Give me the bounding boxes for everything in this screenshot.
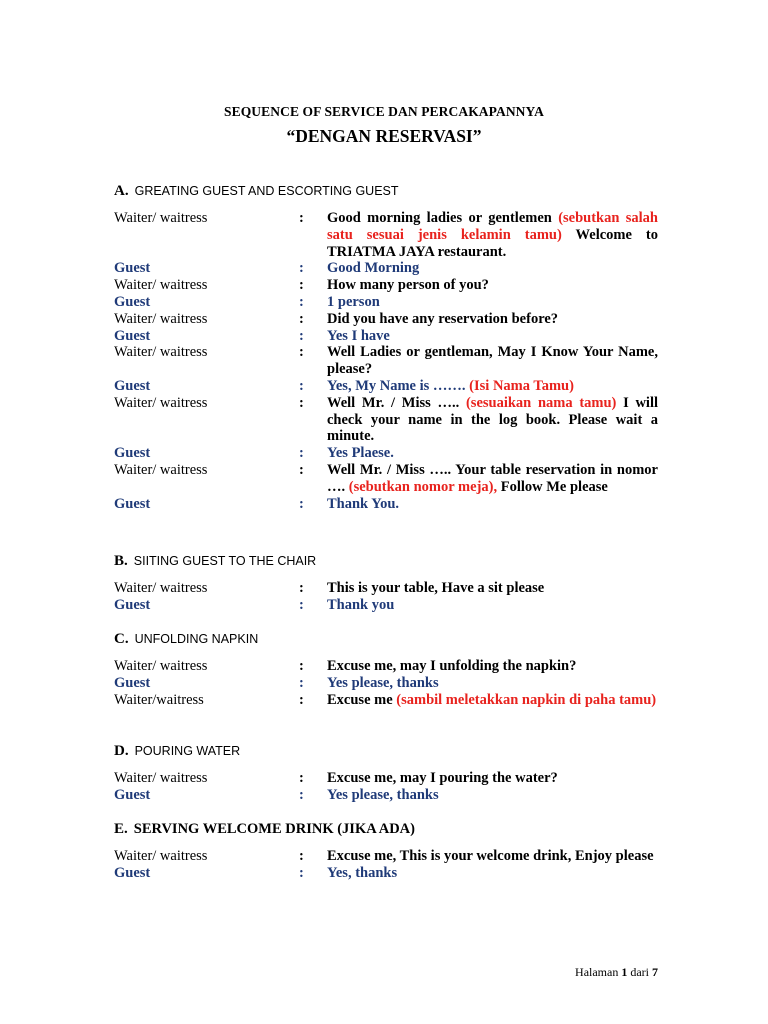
dialogue-phrase: This is your table, Have a sit please <box>327 580 545 596</box>
colon-separator: : <box>299 596 304 613</box>
instruction-note: (sesuaikan nama tamu) <box>465 394 617 411</box>
dialogue-row <box>114 770 658 787</box>
page-number: 1 <box>621 965 628 979</box>
colon-separator: : <box>299 293 304 310</box>
dialogue-text <box>327 658 658 675</box>
speaker-waiter: Waiter/ waitress <box>114 310 208 327</box>
dialogue-text <box>327 787 658 804</box>
dialogue-text <box>327 445 658 462</box>
dialogue-phrase: Yes, My Name is ……. <box>327 377 470 394</box>
speaker-guest: Guest <box>114 445 151 462</box>
document-subtitle: “DENGAN RESERVASI” <box>286 126 482 146</box>
dialogue-phrase: Excuse me, may I pouring the water? <box>327 770 558 786</box>
section-heading <box>114 183 658 200</box>
section-a <box>114 183 658 512</box>
dialogue-row <box>114 658 658 675</box>
dialogue-row <box>114 787 658 804</box>
colon-separator: : <box>299 327 304 344</box>
colon-separator: : <box>299 344 304 361</box>
colon-separator: : <box>299 770 304 786</box>
instruction-note: (sebutkan nomor meja), <box>348 478 498 495</box>
section-c <box>114 631 658 708</box>
dialogue-phrase: How many person of you? <box>327 277 489 294</box>
dialogue-phrase: Excuse me, may I unfolding the napkin? <box>327 658 577 674</box>
page-footer: Halaman 1 dari 7 <box>575 965 658 979</box>
dialogue-text <box>327 210 658 260</box>
speaker-waiter: Waiter/ waitress <box>114 344 208 361</box>
speaker-guest: Guest <box>114 864 151 881</box>
section-letter: A. <box>114 183 129 199</box>
instruction-note: (sambil meletakkan napkin di paha tamu) <box>396 691 657 708</box>
speaker-waiter: Waiter/ waitress <box>114 277 208 294</box>
dialogue-phrase: Well Mr. / Miss ….. Your table reservation in nomor …. <box>327 461 658 495</box>
dialogue-row <box>114 277 658 294</box>
dialogue-text <box>327 260 658 277</box>
section-title: SIITING GUEST TO THE CHAIR <box>133 554 317 568</box>
colon-separator: : <box>299 674 304 691</box>
dialogue-phrase: Good Morning <box>327 260 420 277</box>
dialogue-text <box>327 294 658 311</box>
dialogue-text <box>327 395 658 445</box>
section-title: POURING WATER <box>134 744 241 758</box>
section-heading <box>114 821 658 838</box>
dialogue-phrase: Did you have any reservation before? <box>327 310 559 327</box>
dialogue-text <box>327 344 658 378</box>
section-b <box>114 553 658 614</box>
dialogue-phrase: Thank You. <box>327 495 400 512</box>
section-letter: B. <box>114 553 128 569</box>
dialogue-text <box>327 865 658 882</box>
dialogue-row <box>114 260 658 277</box>
dialogue-row <box>114 395 658 445</box>
speaker-guest: Guest <box>114 327 151 344</box>
dialogue-row <box>114 294 658 311</box>
page-total: 7 <box>652 965 658 979</box>
dialogue-phrase: Welcome to TRIATMA JAYA restaurant. <box>327 226 658 260</box>
speaker-waiter: Waiter/ waitress <box>114 658 208 674</box>
dialogue-phrase: Yes I have <box>327 327 390 344</box>
colon-separator: : <box>299 691 304 708</box>
dialogue-phrase: I will check your name in the log book. Please wait a minute. <box>327 394 659 445</box>
dialogue-text <box>327 462 658 496</box>
dialogue-row <box>114 344 658 378</box>
dialogue-phrase: Yes Plaese. <box>327 445 394 462</box>
dialogue-row <box>114 445 658 462</box>
section-letter: D. <box>114 743 129 759</box>
dialogue-text <box>327 580 658 597</box>
dialogue-row <box>114 848 658 865</box>
colon-separator: : <box>299 260 304 277</box>
dialogue-row <box>114 462 658 496</box>
dialogue-row <box>114 865 658 882</box>
colon-separator: : <box>299 277 304 294</box>
dialogue-text <box>327 496 658 513</box>
colon-separator: : <box>299 310 304 327</box>
speaker-waiter: Waiter/ waitress <box>114 580 208 596</box>
section-title: SERVING WELCOME DRINK (JIKA ADA) <box>133 821 415 837</box>
section-e <box>114 821 658 882</box>
section-heading <box>114 553 658 570</box>
dialogue-phrase: Well Ladies or gentleman, May I Know Your Name, please? <box>327 344 658 378</box>
instruction-note: (Isi Nama Tamu) <box>469 377 574 394</box>
section-title: UNFOLDING NAPKIN <box>134 632 259 646</box>
dialogue-row <box>114 496 658 513</box>
dialogue-phrase: Yes please, thanks <box>327 674 439 691</box>
speaker-waiter: Waiter/ waitress <box>114 770 208 786</box>
dialogue-text <box>327 328 658 345</box>
document-title: SEQUENCE OF SERVICE DAN PERCAKAPANNYA <box>223 104 544 119</box>
dialogue-phrase: Follow Me please <box>497 478 608 495</box>
dialogue-text <box>327 848 658 865</box>
dialogue-phrase: Excuse me <box>327 691 397 708</box>
dialogue-text <box>327 378 658 395</box>
speaker-waiter: Waiter/waitress <box>114 691 204 708</box>
dialogue-row <box>114 580 658 597</box>
dialogue-text <box>327 277 658 294</box>
colon-separator: : <box>299 461 304 478</box>
section-d <box>114 743 658 804</box>
dialogue-phrase: Excuse me, This is your welcome drink, Enjoy please <box>327 848 654 864</box>
speaker-waiter: Waiter/ waitress <box>114 210 208 226</box>
section-heading <box>114 743 658 760</box>
colon-separator: : <box>299 786 304 803</box>
speaker-guest: Guest <box>114 293 151 310</box>
instruction-note: (sebutkan salah satu sesuai jenis kelamin tamu) <box>327 210 658 243</box>
section-letter: E. <box>114 821 128 837</box>
colon-separator: : <box>299 445 304 462</box>
dialogue-phrase: 1 person <box>327 293 380 310</box>
colon-separator: : <box>299 580 304 596</box>
dialogue-text <box>327 597 658 614</box>
speaker-guest: Guest <box>114 495 151 512</box>
section-heading <box>114 631 658 648</box>
section-title: GREATING GUEST AND ESCORTING GUEST <box>134 184 399 198</box>
dialogue-phrase: Thank you <box>327 596 395 613</box>
speaker-waiter: Waiter/ waitress <box>114 848 208 864</box>
speaker-guest: Guest <box>114 786 151 803</box>
dialogue-text <box>327 770 658 787</box>
dialogue-row <box>114 378 658 395</box>
dialogue-row <box>114 311 658 328</box>
colon-separator: : <box>299 864 304 881</box>
speaker-guest: Guest <box>114 674 151 691</box>
section-letter: C. <box>114 631 129 647</box>
speaker-guest: Guest <box>114 377 151 394</box>
dialogue-phrase: Good morning ladies or gentlemen <box>327 210 559 226</box>
colon-separator: : <box>299 377 304 394</box>
dialogue-phrase: Yes please, thanks <box>327 786 439 803</box>
dialogue-row <box>114 210 658 260</box>
colon-separator: : <box>299 658 304 674</box>
dialogue-text <box>327 311 658 328</box>
dialogue-row <box>114 328 658 345</box>
colon-separator: : <box>299 495 304 512</box>
dialogue-row <box>114 675 658 692</box>
colon-separator: : <box>299 210 304 226</box>
speaker-waiter: Waiter/ waitress <box>114 461 208 478</box>
speaker-guest: Guest <box>114 596 151 613</box>
dialogue-text <box>327 692 658 709</box>
dialogue-text <box>327 675 658 692</box>
speaker-waiter: Waiter/ waitress <box>114 394 208 411</box>
dialogue-phrase: Yes, thanks <box>327 864 398 881</box>
speaker-guest: Guest <box>114 260 151 277</box>
dialogue-row <box>114 692 658 709</box>
colon-separator: : <box>299 394 304 411</box>
colon-separator: : <box>299 848 304 864</box>
dialogue-row <box>114 597 658 614</box>
dialogue-phrase: Well Mr. / Miss ….. <box>327 394 466 411</box>
